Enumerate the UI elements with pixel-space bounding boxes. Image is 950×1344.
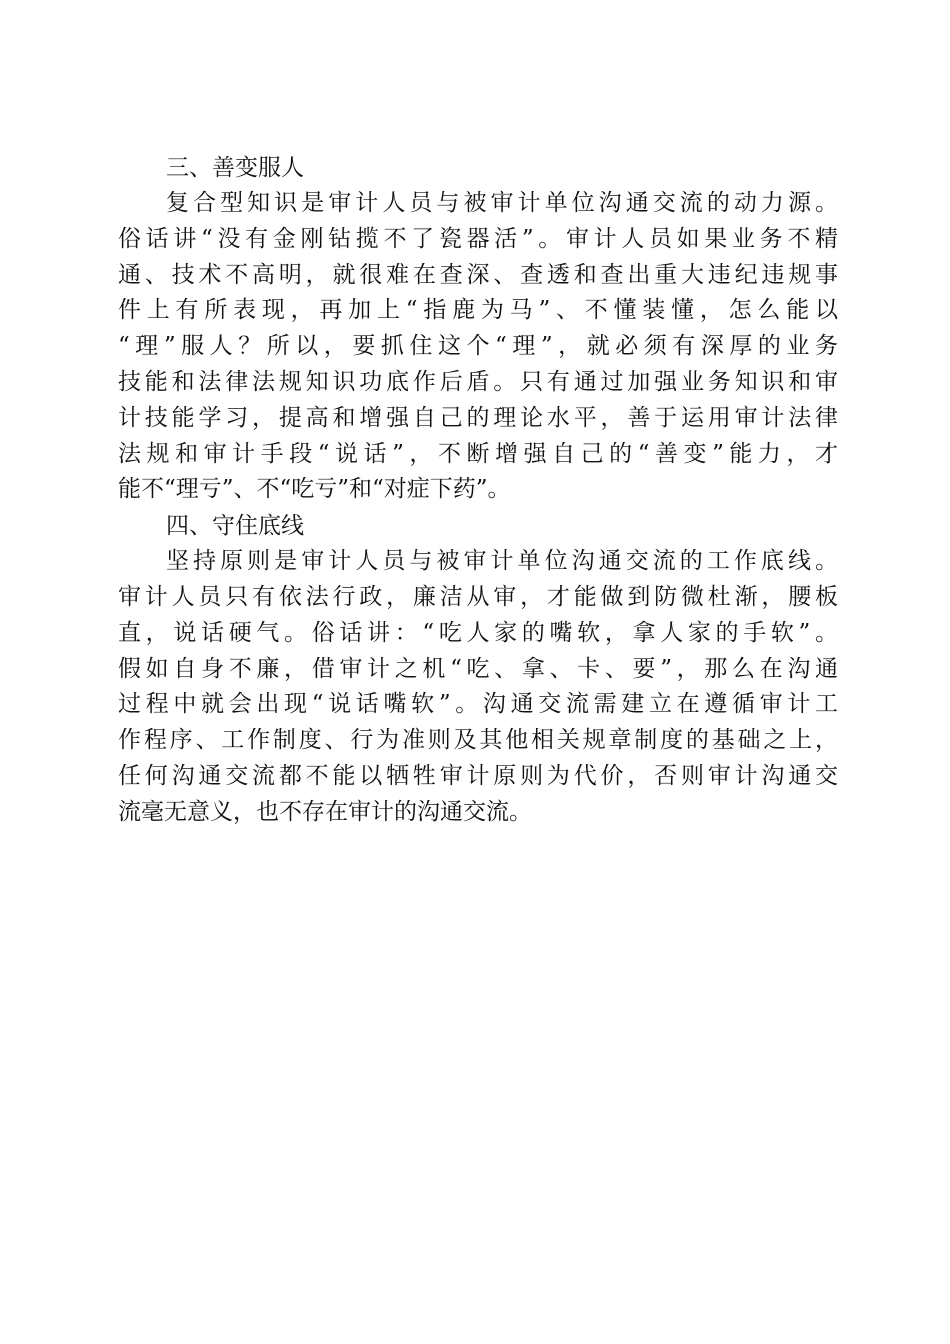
paragraph-line: 通、技术不高明，就很难在查深、查透和查出重大违纪违规事 [118,261,838,288]
paragraph-line: 能不“理亏”、不“吃亏”和“对症下药”。 [118,476,511,503]
paragraph-line: 法规和审计手段“说话”，不断增强自己的“善变”能力，才 [118,440,838,467]
paragraph-line: “理”服人？所以，要抓住这个“理”，就必须有深厚的业务 [118,333,838,360]
paragraph-line: 复合型知识是审计人员与被审计单位沟通交流的动力源。 [166,190,838,216]
paragraph-line: 计技能学习，提高和增强自己的理论水平，善于运用审计法律 [118,404,838,431]
section-paragraph [118,186,838,508]
paragraph-line: 过程中就会出现“说话嘴软”。沟通交流需建立在遵循审计工 [118,691,838,718]
paragraph-line: 任何沟通交流都不能以牺牲审计原则为代价，否则审计沟通交 [118,762,838,789]
paragraph-line: 技能和法律法规知识功底作后盾。只有通过加强业务知识和审 [118,368,838,395]
paragraph-line: 审计人员只有依法行政，廉洁从审，才能做到防微杜渐，腰板 [118,583,838,610]
section-heading: 三、善变服人 [166,155,304,181]
paragraph-line: 作程序、工作制度、行为准则及其他相关规章制度的基础之上， [118,727,838,754]
section-heading: 四、守住底线 [166,513,304,540]
document-page [118,150,838,831]
section-paragraph [118,544,838,830]
paragraph-line: 直，说话硬气。俗话讲：“吃人家的嘴软，拿人家的手软”。 [118,619,838,646]
paragraph-line: 坚持原则是审计人员与被审计单位沟通交流的工作底线。 [166,548,838,575]
paragraph-line: 假如自身不廉，借审计之机“吃、拿、卡、要”，那么在沟通 [118,655,838,682]
paragraph-line: 俗话讲“没有金刚钻揽不了瓷器活”。审计人员如果业务不精 [118,225,838,252]
paragraph-line: 流毫无意义，也不存在审计的沟通交流。 [118,798,532,825]
paragraph-line: 件上有所表现，再加上“指鹿为马”、不懂装懂，怎么能以 [118,297,838,324]
